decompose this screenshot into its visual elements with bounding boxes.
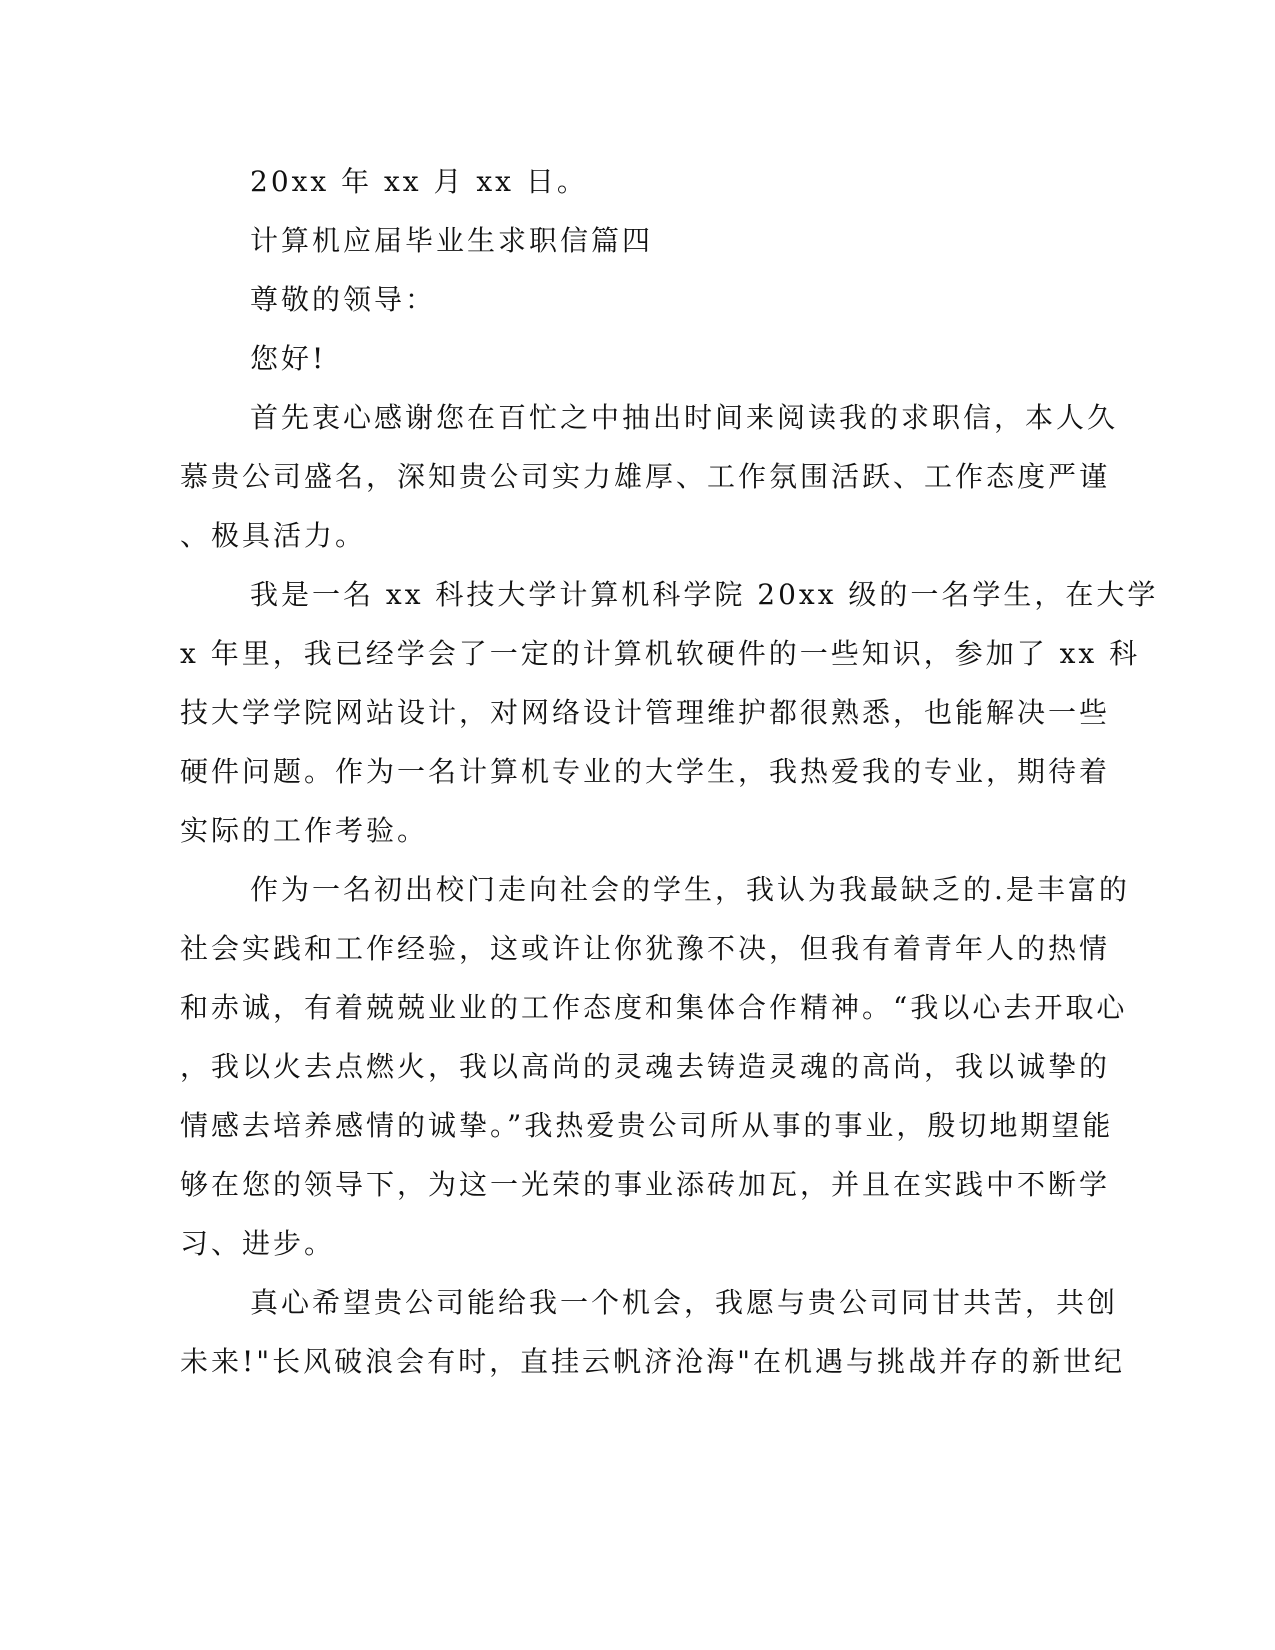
salutation: 尊敬的领导： [250,283,437,316]
paragraph-line: 技大学学院网站设计，对网络设计管理维护都很熟悉，也能解决一些 [180,696,1111,729]
greeting: 您好! [250,342,327,375]
paragraph-line: 习、进步。 [180,1227,336,1260]
paragraph-line: 社会实践和工作经验，这或许让你犹豫不决，但我有着青年人的热情 [180,932,1111,965]
paragraph-line: 、极具活力。 [180,519,367,552]
date-line: 20xx 年 xx 月 xx 日。 [250,165,588,198]
paragraph-line: ，我以火去点燃火，我以高尚的灵魂去铸造灵魂的高尚，我以诚挚的 [180,1050,1111,1083]
paragraph-line: x 年里，我已经学会了一定的计算机软硬件的一些知识，参加了 xx 科 [180,637,1141,670]
paragraph-line: 我是一名 xx 科技大学计算机科学院 20xx 级的一名学生，在大学 [250,578,1159,611]
paragraph-line: 硬件问题。作为一名计算机专业的大学生，我热爱我的专业，期待着 [180,755,1111,788]
paragraph-line: 够在您的领导下，为这一光荣的事业添砖加瓦，并且在实践中不断学 [180,1168,1111,1201]
paragraph-line: 实际的工作考验。 [180,814,429,847]
paragraph-line: 情感去培养感情的诚挚。”我热爱贵公司所从事的事业，殷切地期望能 [180,1109,1114,1142]
paragraph-line: 慕贵公司盛名，深知贵公司实力雄厚、工作氛围活跃、工作态度严谨 [180,460,1111,493]
paragraph-line: 和赤诚，有着兢兢业业的工作态度和集体合作精神。“我以心去开取心 [180,991,1128,1024]
paragraph-line: 首先衷心感谢您在百忙之中抽出时间来阅读我的求职信，本人久 [250,401,1119,434]
letter-heading: 计算机应届毕业生求职信篇四 [250,224,654,257]
paragraph-line: 未来!"长风破浪会有时，直挂云帆济沧海"在机遇与挑战并存的新世纪 [180,1345,1126,1378]
paragraph-line: 作为一名初出校门走向社会的学生，我认为我最缺乏的.是丰富的 [250,873,1130,906]
paragraph-line: 真心希望贵公司能给我一个机会，我愿与贵公司同甘共苦，共创 [250,1286,1119,1319]
